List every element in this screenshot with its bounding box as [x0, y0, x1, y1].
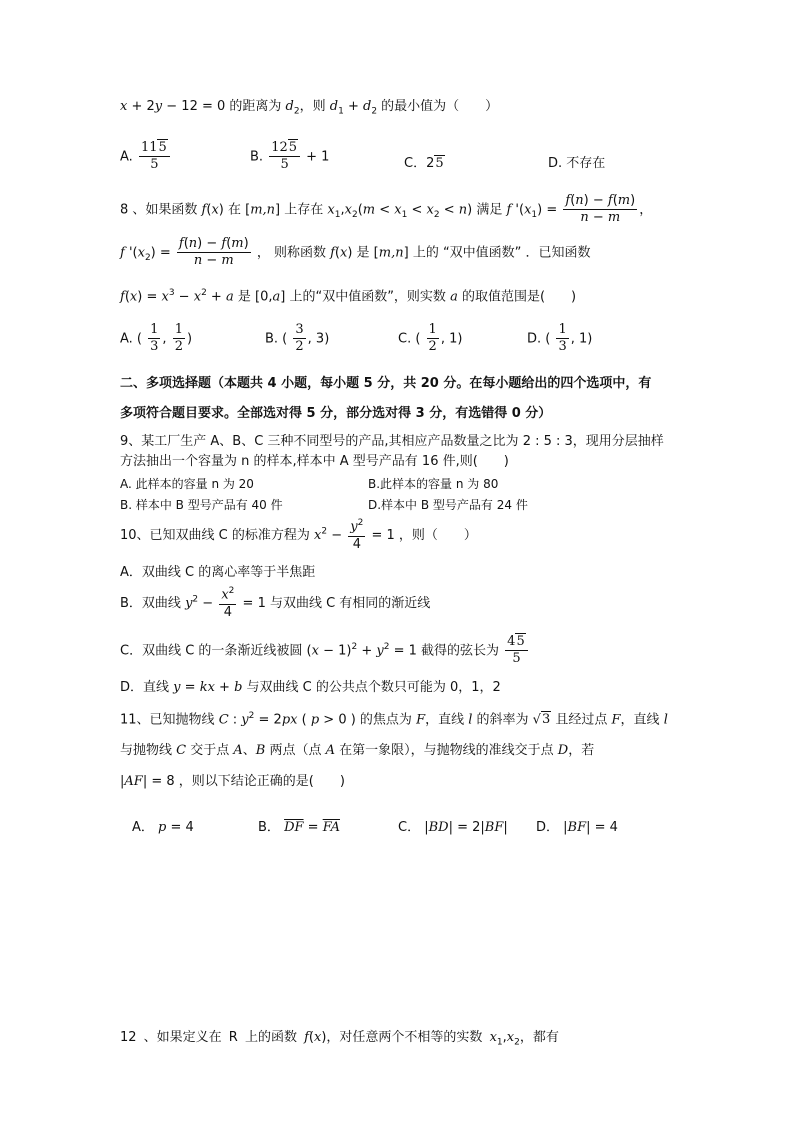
q8-stem-line-3: $f(x) = x^3 - x^2 + a$ 是 [0,a] 上的“双中值函数”，则实数 a 的取值范围是( ) — [120, 288, 577, 305]
q9-stem-line-2: 方法抽出一个容量为 n 的样本,样本中 A 型号产品有 16 件,则( ) — [120, 454, 509, 469]
q11-option-b: B． $\overline{DF} = \overline{FA}$ — [258, 820, 340, 835]
q10-option-a: A．双曲线 C 的离心率等于半焦距 — [120, 565, 316, 580]
q11-stem-line-1: 11、已知抛物线 C : $y^2 = 2px$ ( p > 0 ) 的焦点为 F，直线 l 的斜率为 √3 且经过点 F，直线 l — [120, 711, 668, 728]
q9-option-b: B.此样本的容量 n 为 80 — [368, 477, 499, 491]
q8-stem-line-2: f '$(x_2)$ = $\frac{f(n) - f(m)}{n - m}$ ， 则称函数 f(x) 是 [m,n] 上的 “双中值函数” ．已知函数 — [120, 236, 591, 269]
q7-option-a: A. $\frac{115}{5}$ — [120, 140, 172, 174]
q10-option-c: C．双曲线 C 的一条渐近线被圆 $(x - 1)^2 + y^2 = 1$ 截得的弦长为 $\frac{45}{5}$ — [120, 634, 530, 668]
q10-option-d: D．直线 y = kx + b 与双曲线 C 的公共点个数只可能为 0，1，2 — [120, 680, 501, 695]
q11-stem-line-2: 与抛物线 C 交于点 A、B 两点（点 A 在第一象限），与抛物线的准线交于点 D，若 — [120, 743, 595, 758]
q10-option-b: B．双曲线 $y^2$ − $\frac{x^2}{4}$ = 1 与双曲线 C 有相同的渐近线 — [120, 586, 431, 620]
q7-stem-continuation: x + 2y − 12 = 0 的距离为 $d_2$，则 $d_1 + d_2$ 的最小值为（ ） — [120, 99, 499, 117]
q7-option-d: D. 不存在 — [548, 156, 606, 171]
q12-stem-line-1: 12 、如果定义在 R 上的函数 f(x)，对任意两个不相等的实数 $x_1,x_2$，都有 — [120, 1030, 559, 1048]
q11-option-c: C． |BD| = 2|BF| — [398, 820, 508, 835]
q7-option-c: C．25 — [404, 156, 444, 171]
q9-stem-line-1: 9、某工厂生产 A、B、C 三种不同型号的产品,其相应产品数量之比为 2 : 5 : 3，现用分层抽样 — [120, 434, 664, 449]
q8-option-b: B. ( $\frac{3}{2}$ , 3) — [265, 322, 330, 355]
q8-option-c: C. ( $\frac{1}{2}$ , 1) — [398, 322, 463, 355]
q9-option-a: A. 此样本的容量 n 为 20 — [120, 477, 254, 491]
q9-option-d: D.样本中 B 型号产品有 24 件 — [368, 498, 528, 512]
q11-stem-line-3: |AF| = 8 ，则以下结论正确的是( ) — [120, 774, 345, 789]
q8-option-d: D. ( $\frac{1}{3}$ , 1) — [527, 322, 593, 355]
section-2-heading-line-1: 二、多项选择题（本题共 4 小题，每小题 5 分，共 20 分。在每小题给出的四个选项中，有 — [120, 376, 652, 391]
q7-option-b: B. $\frac{125}{5}$ + 1 — [250, 140, 330, 173]
q10-stem: 10、已知双曲线 C 的标准方程为 $x^2$ − $\frac{y^2}{4}$ = 1 ，则（ ） — [120, 518, 477, 552]
q11-option-d: D． |BF| = 4 — [536, 820, 618, 835]
q11-option-a: A． p = 4 — [132, 820, 194, 835]
q8-stem-line-1: 8 、如果函数 f(x) 在 [m,n] 上存在 $x_1,x_2(m < x_1 < x_2 < n)$ 满足 f '$(x_1)$ = $\frac{f(n) - f(m)}{n - m}$ ， — [120, 193, 653, 226]
section-2-heading-line-2: 多项符合题目要求。全部选对得 5 分，部分选对得 3 分，有选错得 0 分） — [120, 406, 552, 421]
q9-option-c: B. 样本中 B 型号产品有 40 件 — [120, 498, 283, 512]
q8-option-a: A. ( $\frac{1}{3}$ , $\frac{1}{2}$ ) — [120, 322, 193, 355]
